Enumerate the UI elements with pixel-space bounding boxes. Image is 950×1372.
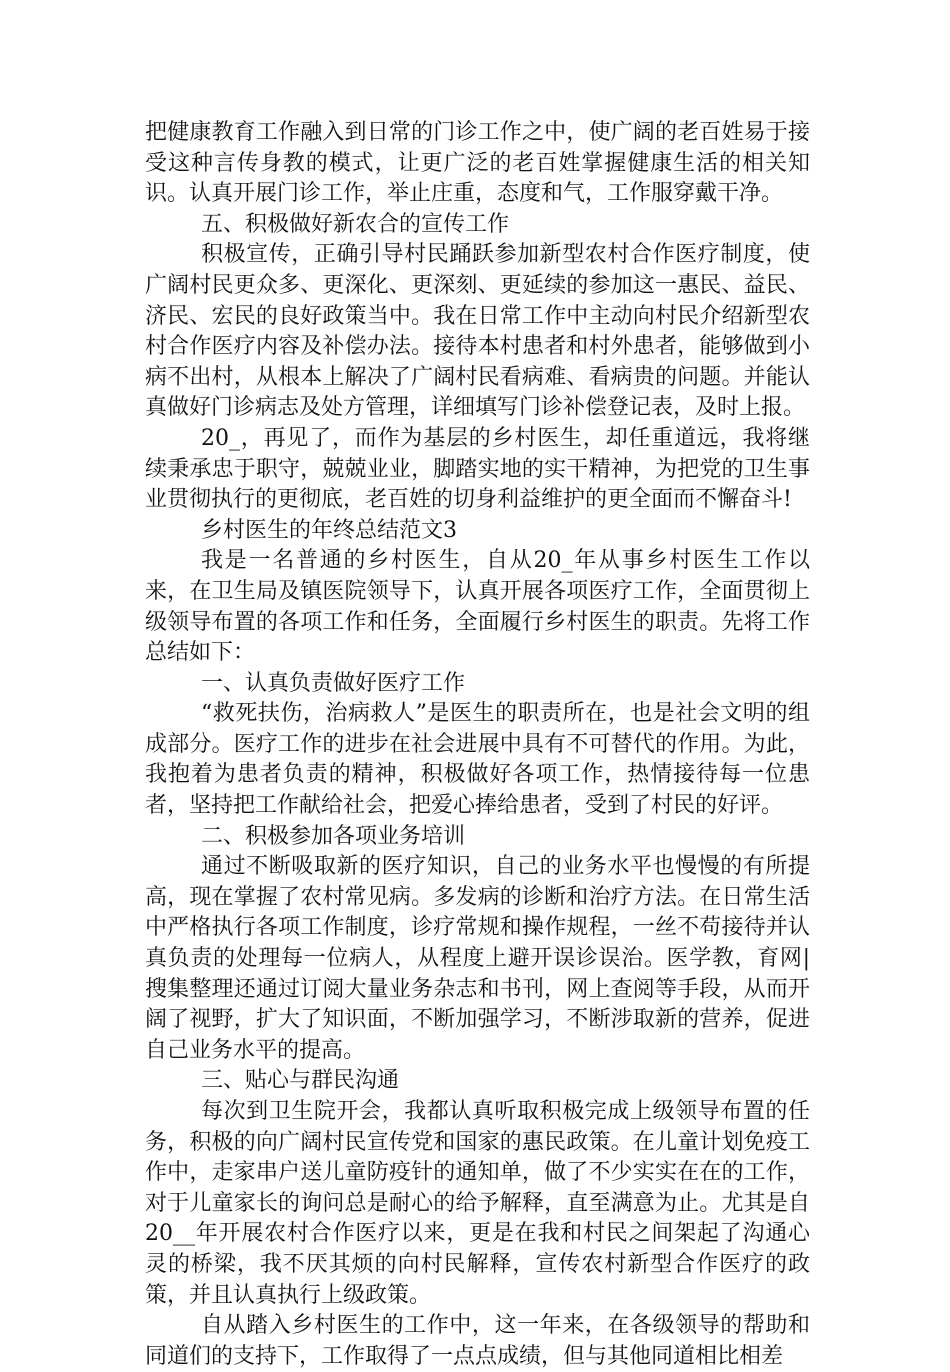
body-paragraph: 把健康教育工作融入到日常的门诊工作之中，使广阔的老百姓易于接受这种言传身教的模式，让更广泛的老百姓掌握健康生活的相关知识。认真开展门诊工作，举止庄重，态度和气，工作服穿戴干净。: [145, 120, 810, 207]
body-paragraph: 我是一名普通的乡村医生，自从20_年从事乡村医生工作以来，在卫生局及镇医院领导下，认真开展各项医疗工作，全面贯彻上级领导布置的各项工作和任务，全面履行乡村医生的职责。先将工作总结如下：: [145, 548, 810, 666]
section-heading: 二、积极参加各项业务培训: [201, 823, 466, 849]
document-body: [145, 118, 810, 1372]
section-heading: 一、认真负责做好医疗工作: [201, 670, 466, 696]
section-heading: 五、积极做好新农合的宣传工作: [201, 211, 510, 237]
body-paragraph: 自从踏入乡村医生的工作中，这一年来，在各级领导的帮助和同道们的支持下，工作取得了一点点成绩，但与其他同道相比相差: [145, 1313, 810, 1369]
section-heading: 三、贴心与群民沟通: [201, 1068, 400, 1094]
body-paragraph: 积极宣传，正确引导村民踊跃参加新型农村合作医疗制度，使广阔村民更众多、更深化、更深刻、更延续的参加这一惠民、益民、济民、宏民的良好政策当中。我在日常工作中主动向村民介绍新型农村合作医疗内容及补偿办法。接待本村患者和村外患者，能够做到小病不出村，从根本上解决了广阔村民看病难、看病贵的问题。并能认真做好门诊病志及处方管理，详细填写门诊补偿登记表，及时上报。: [145, 242, 810, 421]
body-paragraph: 每次到卫生院开会，我都认真听取积极完成上级领导布置的任务，积极的向广阔村民宣传党和国家的惠民政策。在儿童计划免疫工作中，走家串户送儿童防疫针的通知单，做了不少实实在在的工作，对于儿童家长的询问总是耐心的给予解释，直至满意为止。尤其是自20__年开展农村合作医疗以来，更是在我和村民之间架起了沟通心灵的桥梁，我不厌其烦的向村民解释，宣传农村新型合作医疗的政策，并且认真执行上级政策。: [145, 1099, 810, 1308]
article-title: 乡村医生的年终总结范文3: [201, 517, 457, 543]
body-paragraph: 20_，再见了，而作为基层的乡村医生，却任重道远，我将继续秉承忠于职守，兢兢业业，脚踏实地的实干精神，为把党的卫生事业贯彻执行的更彻底，老百姓的切身利益维护的更全面而不懈奋斗!: [145, 425, 810, 513]
body-paragraph: 通过不断吸取新的医疗知识，自己的业务水平也慢慢的有所提高，现在掌握了农村常见病。多发病的诊断和治疗方法。在日常生活中严格执行各项工作制度，诊疗常规和操作规程，一丝不苟接待并认真负责的处理每一位病人，从程度上避开误诊误治。医学教，育网|搜集整理还通过订阅大量业务杂志和书刊，网上查阅等手段，从而开阔了视野，扩大了知识面，不断加强学习，不断涉取新的营养，促进自己业务水平的提高。: [145, 854, 810, 1063]
body-paragraph: “救死扶伤，治病救人”是医生的职责所在，也是社会文明的组成部分。医疗工作的进步在社会进展中具有不可替代的作用。为此，我抱着为患者负责的精神，积极做好各项工作，热情接待每一位患者，坚持把工作献给社会，把爱心捧给患者，受到了村民的好评。: [145, 701, 810, 819]
